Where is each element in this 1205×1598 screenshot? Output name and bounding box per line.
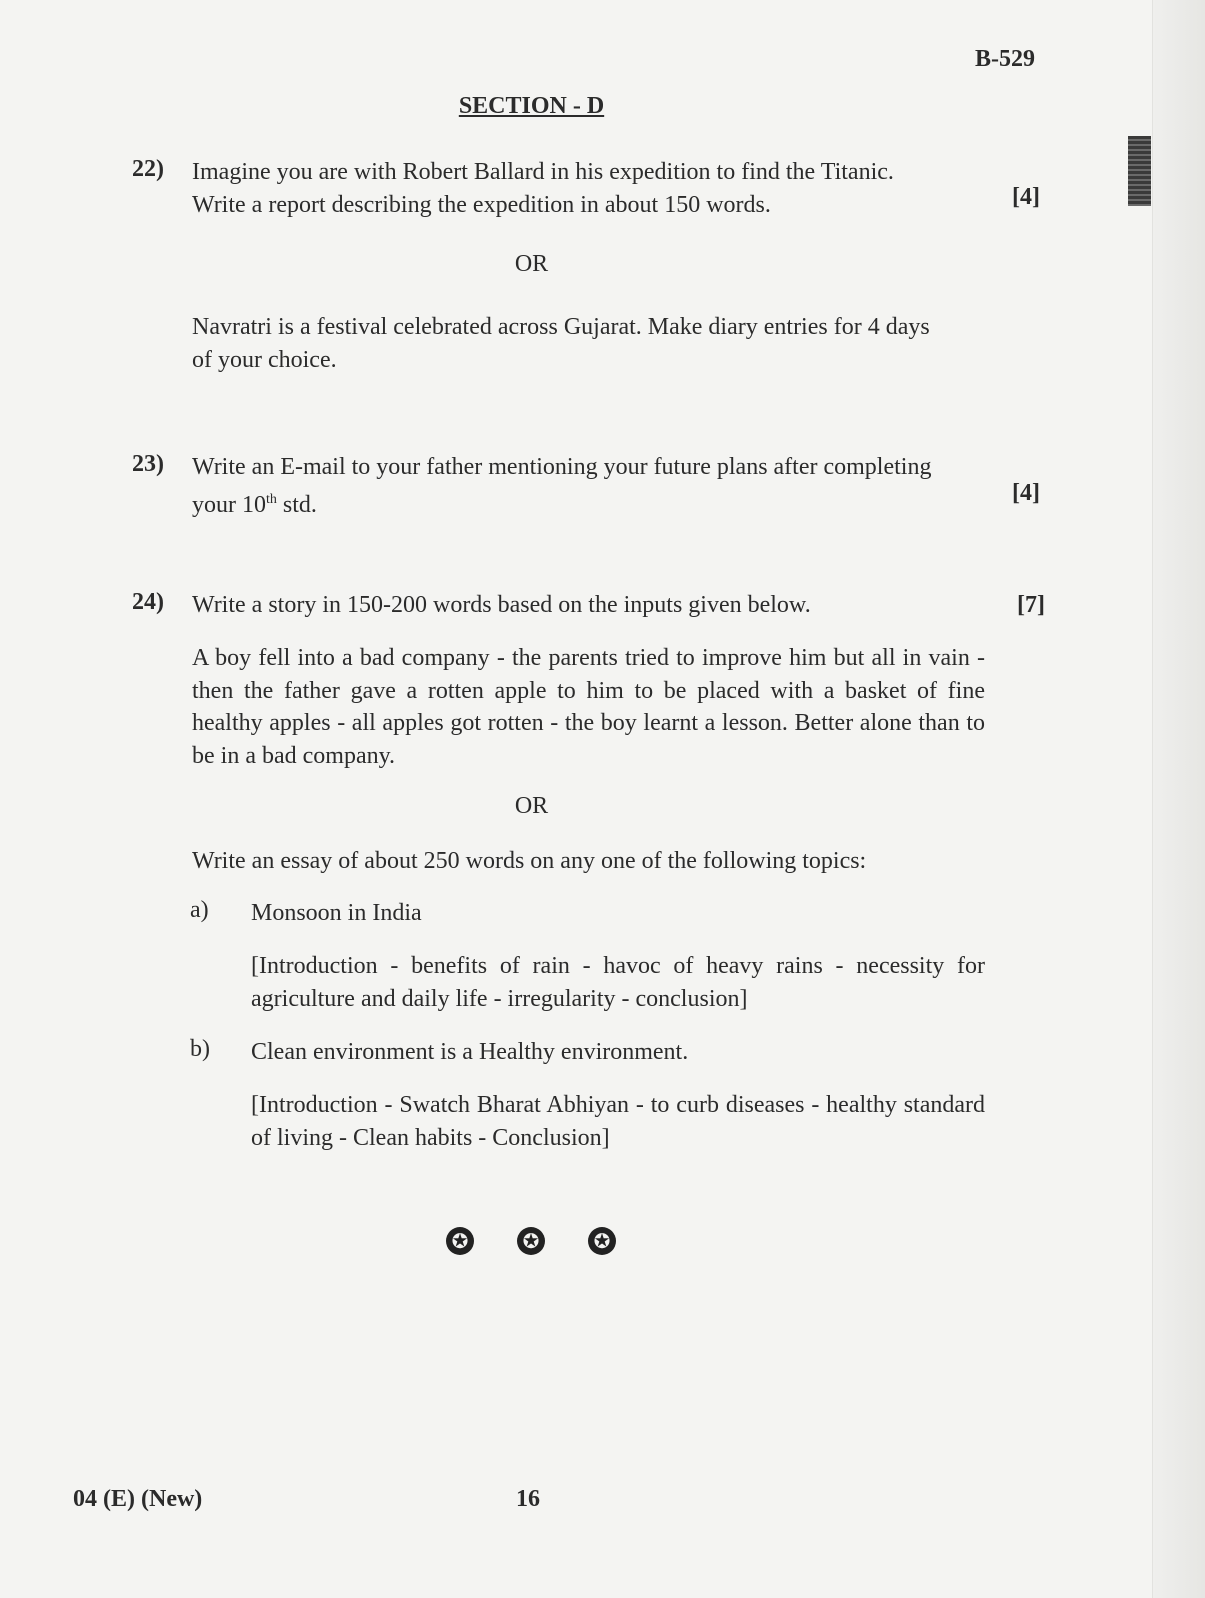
story-inputs: A boy fell into a bad company - the parents tried to improve him but all in vain - then the father gave a rotten apple to him to be placed with a basket of fine healthy apples - all apples got rotten - the boy learnt a lesson. Better alone than to be in a bad company. xyxy=(192,645,985,769)
page-number: 16 xyxy=(516,1486,540,1512)
question-22-line-2: Write a report describing the expedition in about 150 words. xyxy=(192,191,771,218)
question-22-marks: [4] xyxy=(1012,184,1040,210)
option-b-letter: b) xyxy=(190,1036,210,1062)
question-23-line-2-start: your 10 xyxy=(192,491,266,518)
option-a-title: Monsoon in India xyxy=(251,900,422,926)
question-24-line-1: Write a story in 150-200 words based on the inputs given below. xyxy=(192,592,811,618)
question-23-text xyxy=(192,451,985,521)
question-number-23: 23) xyxy=(132,451,164,477)
question-number-22: 22) xyxy=(132,156,164,182)
binding-mark xyxy=(1128,136,1151,206)
star-icon: ✪ xyxy=(588,1227,616,1255)
or-divider-24: OR xyxy=(514,793,549,819)
paper-code: B-529 xyxy=(975,46,1035,72)
ordinal-suffix: th xyxy=(266,491,277,507)
question-22-alternative xyxy=(192,311,985,376)
question-22-line-1: Imagine you are with Robert Ballard in his expedition to find the Titanic. xyxy=(192,159,894,185)
question-number-24: 24) xyxy=(132,589,164,615)
footer-paper-id: 04 (E) (New) xyxy=(73,1486,203,1512)
end-of-paper-marks xyxy=(446,1227,616,1255)
page-edge-shadow xyxy=(1152,0,1205,1598)
star-icon: ✪ xyxy=(446,1227,474,1255)
option-b-title: Clean environment is a Healthy environment. xyxy=(251,1039,689,1065)
question-22-alt-line-2: of your choice. xyxy=(192,346,337,373)
question-23-line-2 xyxy=(192,484,985,522)
essay-instruction: Write an essay of about 250 words on any one of the following topics: xyxy=(192,848,867,874)
question-22-alt-line-1: Navratri is a festival celebrated across Gujarat. Make diary entries for 4 days xyxy=(192,314,930,340)
section-heading: SECTION - D xyxy=(458,93,605,119)
star-icon: ✪ xyxy=(517,1227,545,1255)
or-divider-22: OR xyxy=(514,251,549,277)
question-23-line-1: Write an E-mail to your father mentioning your future plans after completing xyxy=(192,454,932,480)
question-22-text xyxy=(192,156,985,221)
option-b-hint: [Introduction - Swatch Bharat Abhiyan - to curb diseases - healthy standard of living - Clean habits - Conclusion] xyxy=(251,1092,985,1151)
question-23-line-2-end: std. xyxy=(276,491,317,518)
question-24-marks: [7] xyxy=(1017,592,1045,618)
option-a-letter: a) xyxy=(190,897,209,923)
option-a-hint: [Introduction - benefits of rain - havoc of heavy rains - necessity for agriculture and daily life - irregularity - conclusion] xyxy=(251,953,985,1012)
question-23-marks: [4] xyxy=(1012,480,1040,506)
